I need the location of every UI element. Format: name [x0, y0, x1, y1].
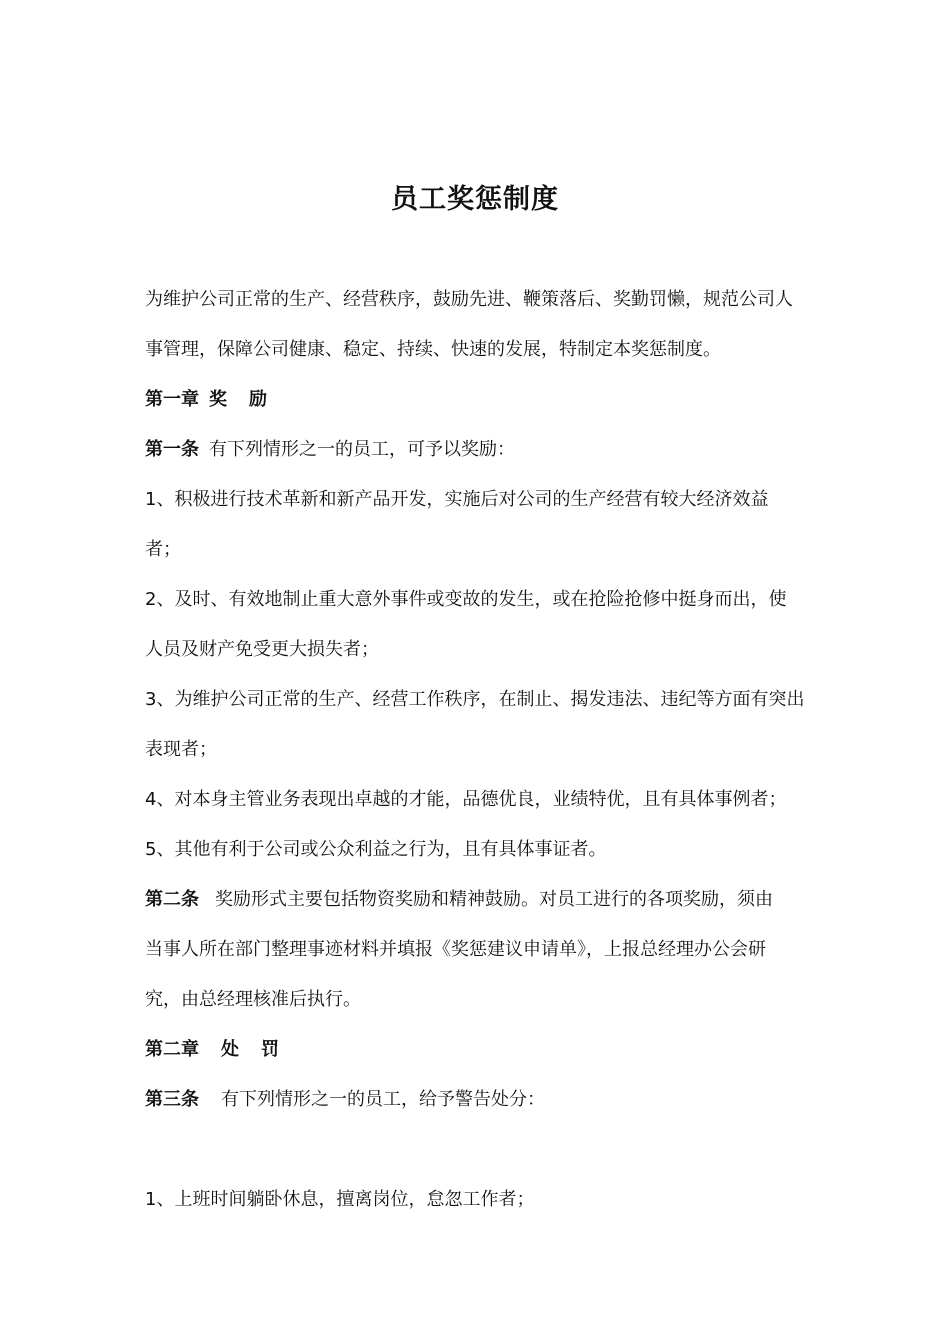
- article-1-label: 第一条: [145, 439, 199, 460]
- list-item-continuation: 人员及财产免受更大损失者；: [145, 639, 379, 660]
- article-2-continuation: 究，由总经理核准后执行。: [145, 989, 361, 1010]
- article-2-label: 第二条: [145, 889, 199, 910]
- chapter-1-char: 励: [249, 389, 267, 410]
- chapter-1-char: 奖: [209, 389, 227, 410]
- article-1: [145, 425, 810, 475]
- list-item: 2、及时、有效地制止重大意外事件或变故的发生，或在抢险抢修中挺身而出，使: [145, 589, 787, 610]
- article-1-text: 有下列情形之一的员工，可予以奖励：: [209, 439, 515, 460]
- list-item: 1、积极进行技术革新和新产品开发，实施后对公司的生产经营有较大经济效益: [145, 489, 769, 510]
- article-3-label: 第三条: [145, 1089, 199, 1110]
- article-3: [145, 1075, 810, 1125]
- list-item: 5、其他有利于公司或公众利益之行为，且有具体事证者。: [145, 839, 607, 860]
- article-3-text: 有下列情形之一的员工，给予警告处分：: [221, 1089, 545, 1110]
- list-item-continuation: 表现者；: [145, 739, 217, 760]
- list-item: 3、为维护公司正常的生产、经营工作秩序，在制止、揭发违法、违纪等方面有突出: [145, 689, 805, 710]
- intro-line: 事管理，保障公司健康、稳定、持续、快速的发展，特制定本奖惩制度。: [145, 339, 721, 360]
- article-2-text: 奖励形式主要包括物资奖励和精神鼓励。对员工进行的各项奖励，须由: [215, 889, 773, 910]
- document-title: 员工奖惩制度: [391, 184, 559, 215]
- chapter-1-heading: [145, 375, 810, 425]
- chapter-2-char: 罚: [261, 1039, 279, 1060]
- article-2: [145, 875, 810, 925]
- list-item: 1、上班时间躺卧休息，擅离岗位，怠忽工作者；: [145, 1189, 535, 1210]
- chapter-2-char: 处: [221, 1039, 239, 1060]
- list-item: 4、对本身主管业务表现出卓越的才能，品德优良，业绩特优，且有具体事例者；: [145, 789, 787, 810]
- chapter-2-heading: [145, 1025, 810, 1075]
- chapter-2-label: 第二章: [145, 1039, 199, 1060]
- intro-line: 为维护公司正常的生产、经营秩序，鼓励先进、鞭策落后、奖勤罚懒，规范公司人: [145, 289, 793, 310]
- chapter-1-label: 第一章: [145, 389, 199, 410]
- article-2-continuation: 当事人所在部门整理事迹材料并填报《奖惩建议申请单》，上报总经理办公会研: [145, 939, 766, 960]
- blank-line: [145, 1125, 810, 1175]
- list-item-continuation: 者；: [145, 539, 181, 560]
- document-body: [145, 275, 810, 1225]
